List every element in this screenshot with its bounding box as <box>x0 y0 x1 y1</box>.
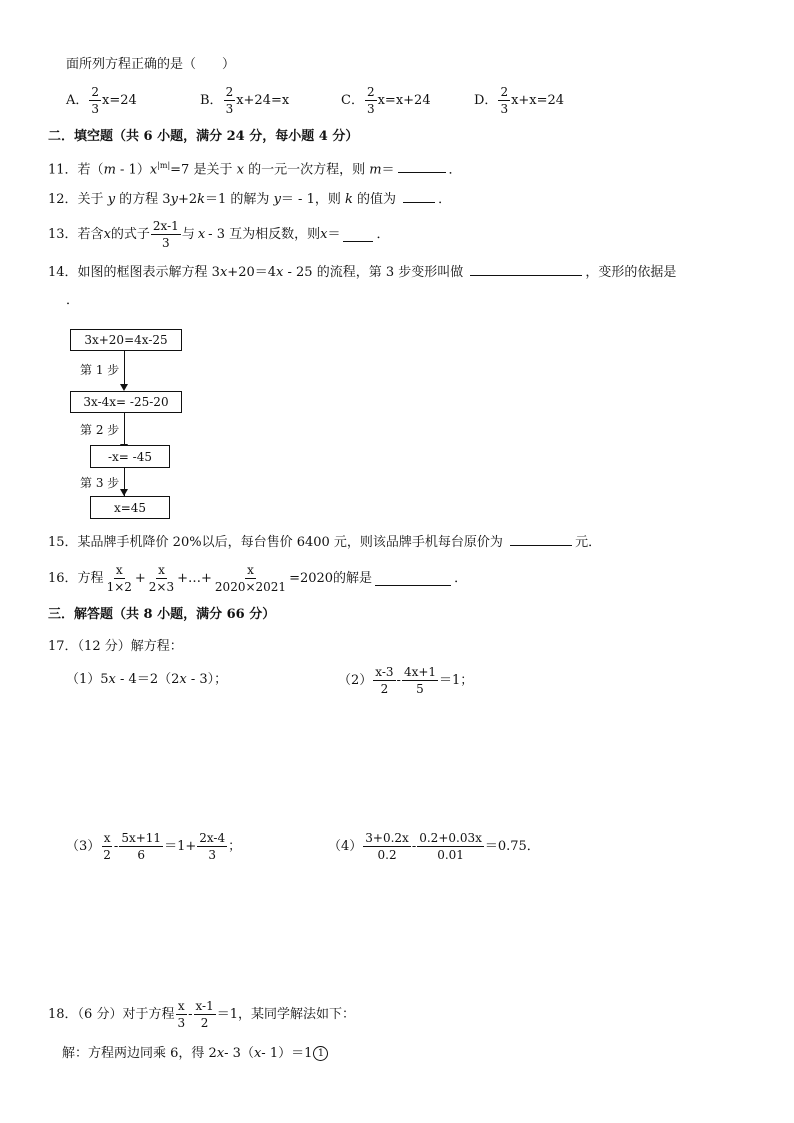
answer-blank[interactable] <box>343 240 373 242</box>
option-label: A． <box>66 93 89 108</box>
q10-stem-tail: 面所列方程正确的是（ ） <box>66 57 236 72</box>
flow-box-4: x=45 <box>90 496 170 519</box>
q17-part-3: （3） $\frac{x}{2}$ - $\frac{5x+11}{6}$ ＝1+ $\frac{2x-4}{3}$ ； <box>66 831 242 862</box>
q18-solution-line: 解：方程两边同乘 6，得 2 x - 3（ x - 1）＝1 1 <box>62 1046 328 1061</box>
fraction: $\frac{x}{1\times 2}$ <box>106 563 132 594</box>
fraction: $\frac{2}{3}$ <box>500 85 509 116</box>
fraction: $\frac{4x+1}{5}$ <box>403 665 437 696</box>
option-rest: x=24 <box>102 93 137 108</box>
fraction: $\frac{x-3}{2}$ <box>375 665 394 696</box>
q17-part-4: （4） $\frac{3+0.2x}{0.2}$ - $\frac{0.2+0.03x}{0.01}$ ＝0.75． <box>328 831 540 862</box>
answer-blank[interactable] <box>510 544 572 546</box>
flow-box-3: -x= -45 <box>90 445 170 468</box>
option-label: B． <box>200 93 223 108</box>
fraction: $\frac{3+0.2x}{0.2}$ <box>365 831 409 862</box>
fraction: $\frac{2x-4}{3}$ <box>199 831 226 862</box>
answer-blank[interactable] <box>403 201 435 203</box>
option-label: C． <box>341 93 364 108</box>
fraction: $\frac{2}{3}$ <box>91 85 100 116</box>
q10-option-b <box>200 86 289 115</box>
option-rest: x=x+24 <box>377 93 431 108</box>
option-rest: x+24=x <box>236 93 290 108</box>
section-3-title: 三．解答题（共 8 小题，满分 66 分） <box>48 607 276 622</box>
fraction: $\frac{0.2+0.03x}{0.01}$ <box>419 831 482 862</box>
question-12: 12．关于 y 的方程 3y+2k＝1 的解为 y＝ - 1，则 k 的值为 ． <box>48 192 452 207</box>
fraction: $\frac{x}{2\times 3}$ <box>148 563 175 594</box>
fraction: $\frac{x}{2020\times 2021}$ <box>214 563 287 594</box>
flow-step-1: 第 1 步 <box>80 363 120 377</box>
q10-option-d <box>474 86 564 115</box>
fraction: $\frac{2}{3}$ <box>366 85 375 116</box>
q10-option-c <box>341 86 431 115</box>
flow-step-3: 第 3 步 <box>80 476 120 490</box>
answer-blank[interactable] <box>375 584 451 586</box>
fraction: $\frac{x}{3}$ <box>177 999 186 1030</box>
answer-blank[interactable] <box>398 171 446 173</box>
q17-part-1: （1）5x - 4＝2（2x - 3）； <box>66 672 228 687</box>
question-18-head: 18．（6 分）对于方程 $\frac{x}{3}$ - $\frac{x-1}{2}$ ＝1，某同学解法如下： <box>48 999 356 1030</box>
fraction: $\frac{5x+11}{6}$ <box>121 831 162 862</box>
answer-blank[interactable] <box>470 274 582 276</box>
question-16: 16． 方程 $\frac{x}{1\times 2}$ + $\frac{x}{2\times 3}$ +…+ $\frac{x}{2020\times 2021}$ =2020 的解是 ． <box>48 563 468 594</box>
fraction: $\frac{x-1}{2}$ <box>195 999 214 1030</box>
fraction: $\frac{2x-1}{3}$ <box>152 219 179 250</box>
flow-box-2: 3x-4x= -25-20 <box>70 391 182 413</box>
option-rest: x+x=24 <box>511 93 565 108</box>
circled-number: 1 <box>313 1046 328 1061</box>
question-17-head: 17．（12 分）解方程： <box>48 639 183 654</box>
fraction: $\frac{x}{2}$ <box>103 831 111 862</box>
fraction: $\frac{2}{3}$ <box>225 85 234 116</box>
q10-option-a <box>66 86 137 115</box>
flow-connector <box>124 412 125 445</box>
question-14: 14．如图的框图表示解方程 3x+20＝4x - 25 的流程，第 3 步变形叫做 ，变形的依据是 <box>48 265 677 280</box>
q14-line2: ． <box>66 293 80 308</box>
section-2-title: 二．填空题（共 6 小题，满分 24 分，每小题 4 分） <box>48 129 359 144</box>
flow-step-2: 第 2 步 <box>80 423 120 437</box>
option-label: D． <box>474 93 498 108</box>
q17-part-2: （2） $\frac{x-3}{2}$ - $\frac{4x+1}{5}$ ＝1； <box>338 665 474 696</box>
question-13: 13． 若含 x 的式子 $\frac{2x-1}{3}$ 与 x - 3 互为相反数，则 x ＝ ． <box>48 219 390 250</box>
question-15: 15．某品牌手机降价 20%以后，每台售价 6400 元，则该品牌手机每台原价为 元． <box>48 535 602 550</box>
question-11: 11．若$(m - 1)x^{|m|}=7$ 是关于 x 的一元一次方程，则 m＝ ． <box>48 161 462 178</box>
flow-box-1: 3x+20=4x-25 <box>70 329 182 351</box>
arrow-down-icon <box>120 384 128 391</box>
arrow-down-icon <box>120 489 128 496</box>
flow-connector <box>124 350 125 385</box>
